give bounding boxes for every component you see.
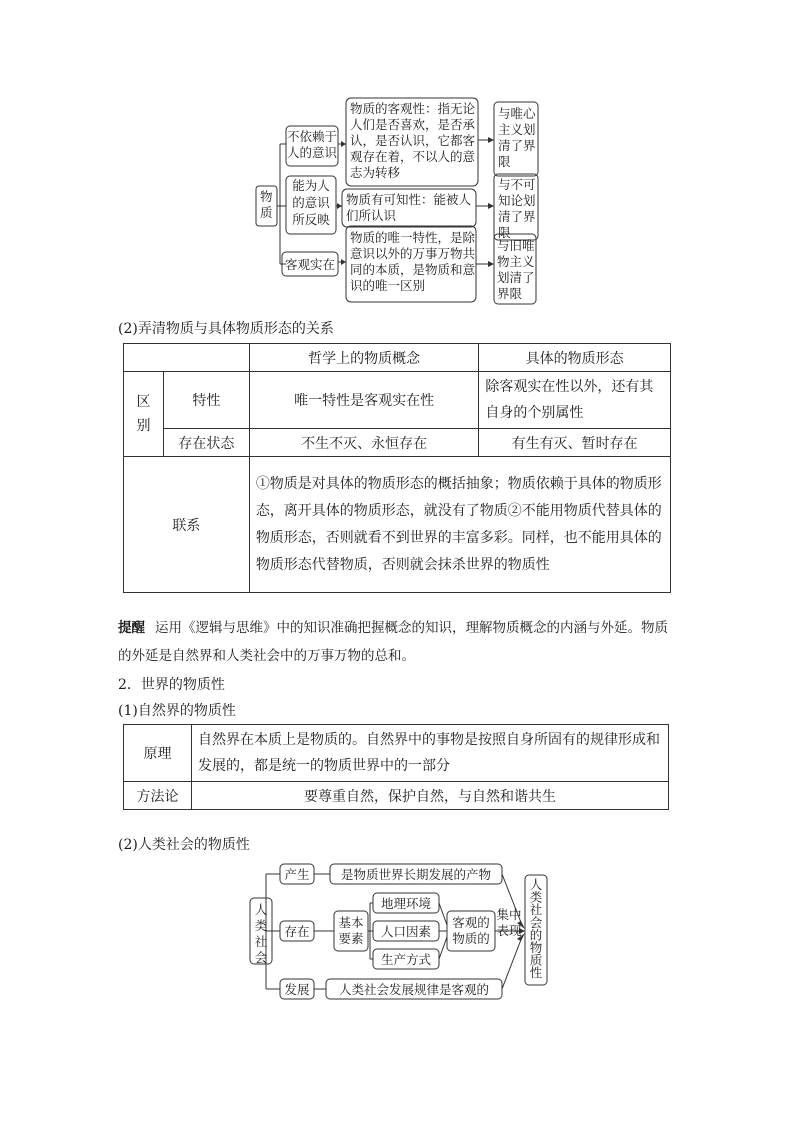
branch-desc: 人们是否喜欢，是否承: [350, 117, 476, 132]
tip-text: 运用《逻辑与思维》中的知识准确把握概念的知识，理解物质概念的内涵与外延。物质的外延是自然界和人类社会中的万事万物的总和。: [118, 620, 668, 664]
society-result: 会: [529, 914, 543, 930]
subsection-society: (2)人类社会的物质性: [118, 837, 250, 853]
stage-text: 是物质世界长期发展的产物: [340, 867, 492, 882]
society-root: 类: [254, 918, 268, 933]
branch-label: 不依赖于: [286, 129, 338, 144]
link-text: ①物质是对具体的物质形态的概括抽象；物质依赖于具体的物质形态，离开具体的物质形态，就没有了物质②不能用物质代替具体的物质形态，否则就看不到世界的丰富多彩。同样，也不能用具体的物质形态代替物质，否则就会抹杀世界的物质性: [249, 457, 670, 593]
principle-label: 原理: [124, 725, 192, 782]
society-root: 会: [254, 950, 268, 965]
branch-desc: 物质有可知性：能被人: [346, 192, 472, 207]
branch-desc: 意识以外的万事万物共: [350, 246, 476, 261]
branch-result: 界限: [497, 286, 523, 301]
matter-relation-table: [123, 343, 671, 593]
group-label-text: 区别: [136, 394, 151, 434]
stage-label: 发展: [284, 982, 310, 997]
society-result: 质: [529, 952, 543, 968]
branch-result: 主义划: [498, 122, 536, 137]
branch-label: 的意识: [292, 195, 330, 210]
branch-result: 与旧唯: [497, 238, 535, 253]
elements-label: 要素: [338, 931, 364, 946]
branch-result: 清了界: [498, 209, 536, 224]
stage-text: 人类社会发展规律是客观的: [338, 982, 490, 997]
col-header-concept: 哲学上的物质概念: [249, 344, 479, 372]
branch-desc: 识的唯一区别: [350, 278, 426, 293]
matter-concept-diagram: [0, 0, 794, 310]
focus-label: 表现: [496, 923, 522, 938]
elements-label: 基本: [338, 915, 364, 930]
society-result: 社: [529, 902, 543, 918]
branch-result: 限: [498, 154, 511, 169]
root-char: 物质: [260, 189, 273, 220]
branch-desc: 志为转移: [350, 165, 401, 180]
objective-label: 物质的: [452, 931, 490, 946]
branch-desc: 同的本质，是物质和意: [350, 262, 476, 277]
branch-label: 能为人: [292, 178, 330, 193]
branch-label: 客观实在: [284, 257, 336, 272]
society-result: 性: [529, 965, 543, 981]
branch-result: 清了界: [498, 138, 536, 153]
cell-concept: 不生不灭、永恒存在: [249, 429, 479, 457]
cell-forms: 除客观实在性以外，还有其自身的个别属性: [479, 372, 671, 429]
society-root: 人: [254, 902, 268, 917]
row-label: 特性: [163, 372, 249, 429]
society-result: 人: [529, 877, 543, 892]
branch-desc: 们所认识: [346, 208, 397, 223]
col-header-forms: 具体的物质形态: [479, 344, 671, 372]
branch-desc: 物质的客观性：指无论: [350, 101, 476, 116]
subsection-nature: (1)自然界的物质性: [118, 703, 236, 719]
focus-label: 集中: [496, 907, 522, 922]
objective-label: 客观的: [452, 915, 490, 930]
element-item: 生产方式: [380, 952, 432, 967]
method-text: 要尊重自然，保护自然，与自然和谐共生: [192, 782, 669, 810]
society-result: 类: [529, 889, 543, 905]
cell-forms: 有生有灭、暂时存在: [479, 429, 671, 457]
method-label: 方法论: [124, 782, 192, 810]
branch-desc: 物质的唯一特性，是除: [350, 230, 476, 245]
branch-result: 与不可: [498, 177, 536, 192]
branch-desc: 认，是否认识，它都客: [350, 133, 476, 148]
table-corner: [124, 344, 250, 372]
stage-label: 产生: [284, 867, 310, 882]
branch-result: 知论划: [498, 193, 536, 208]
principle-text: 自然界在本质上是物质的。自然界中的事物是按照自身所固有的规律形成和发展的，都是统一的物质世界中的一部分: [192, 725, 669, 782]
stage-label: 存在: [284, 924, 310, 939]
row-label: 存在状态: [163, 429, 249, 457]
tip-label: 提醒: [118, 620, 145, 636]
society-root: 社: [254, 934, 268, 949]
nature-table: [123, 724, 669, 810]
branch-result: 与唯心: [498, 106, 536, 121]
branch-result: 划清了: [497, 270, 535, 285]
link-label: 联系: [124, 457, 250, 593]
branch-result: 限: [498, 225, 511, 240]
group-label: [124, 372, 164, 457]
element-item: 人口因素: [380, 924, 432, 939]
branch-label: 人的意识: [286, 145, 338, 160]
element-item: 地理环境: [380, 896, 432, 911]
branch-label: 所反映: [292, 212, 330, 227]
society-result: 的: [529, 927, 543, 943]
cell-concept: 唯一特性是客观实在性: [249, 372, 479, 429]
branch-desc: 观存在着，不以人的意: [350, 149, 476, 164]
society-materiality-diagram: [0, 855, 794, 1005]
branch-result: 物主义: [497, 254, 535, 269]
section-heading-world: 2．世界的物质性: [118, 677, 225, 693]
society-result: 物: [529, 940, 543, 955]
section-heading-2: (2)弄清物质与具体物质形态的关系: [118, 321, 334, 337]
tip-paragraph: [118, 614, 678, 670]
